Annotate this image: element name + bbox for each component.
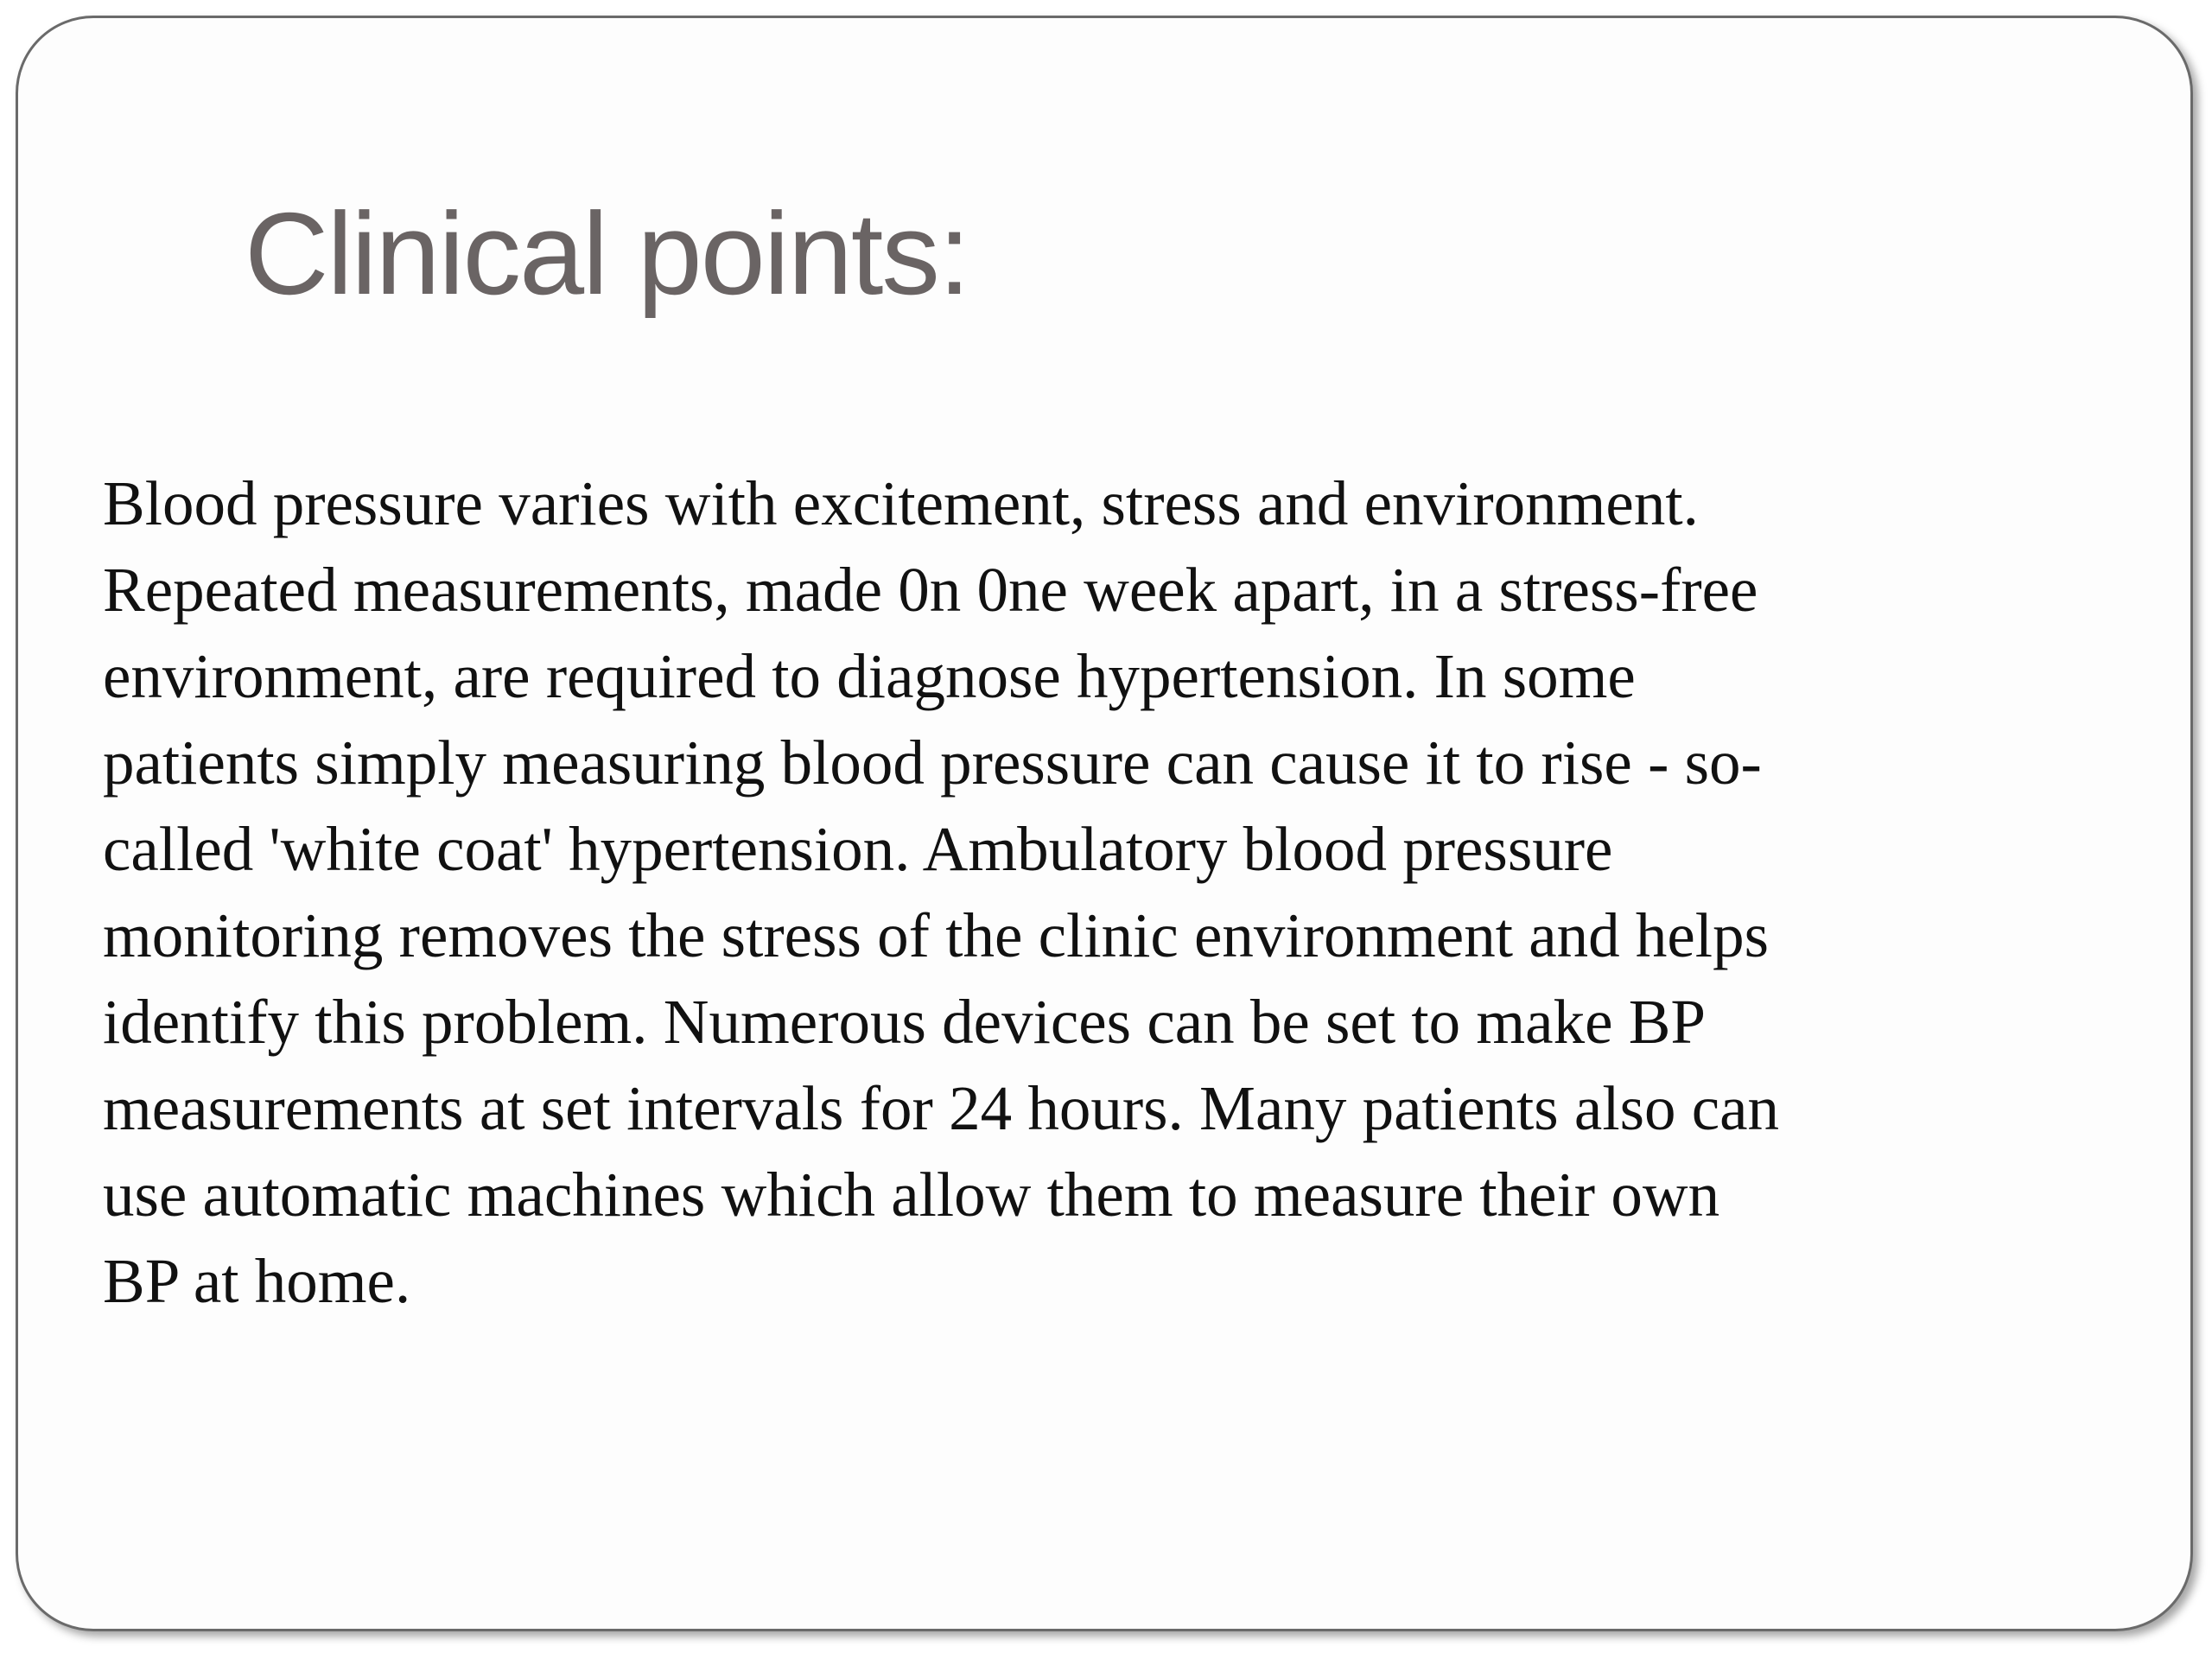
- body-line-7: identify this problem. Numerous devices can be set to make BP: [103, 987, 1707, 1057]
- body-line-6: monitoring removes the stress of the clinic environment and helps: [103, 900, 1769, 970]
- slide-body: [103, 461, 2099, 1325]
- body-line-8: measurements at set intervals for 24 hours. Many patients also can: [103, 1073, 1780, 1143]
- slide-title: Clinical points:: [245, 188, 969, 319]
- body-line-5: called 'white coat' hypertension. Ambulatory blood pressure: [103, 814, 1613, 884]
- body-line-2: Repeated measurements, made 0n 0ne week apart, in a stress-free: [103, 555, 1758, 625]
- body-line-1: Blood pressure varies with excitement, stress and environment.: [103, 468, 1699, 538]
- body-line-4: patients simply measuring blood pressure can cause it to rise - so-: [103, 728, 1762, 798]
- slide-frame: [16, 16, 2193, 1631]
- body-line-3: environment, are required to diagnose hypertension. In some: [103, 641, 1636, 711]
- body-line-10: BP at home.: [103, 1246, 411, 1316]
- body-line-9: use automatic machines which allow them to measure their own: [103, 1160, 1720, 1230]
